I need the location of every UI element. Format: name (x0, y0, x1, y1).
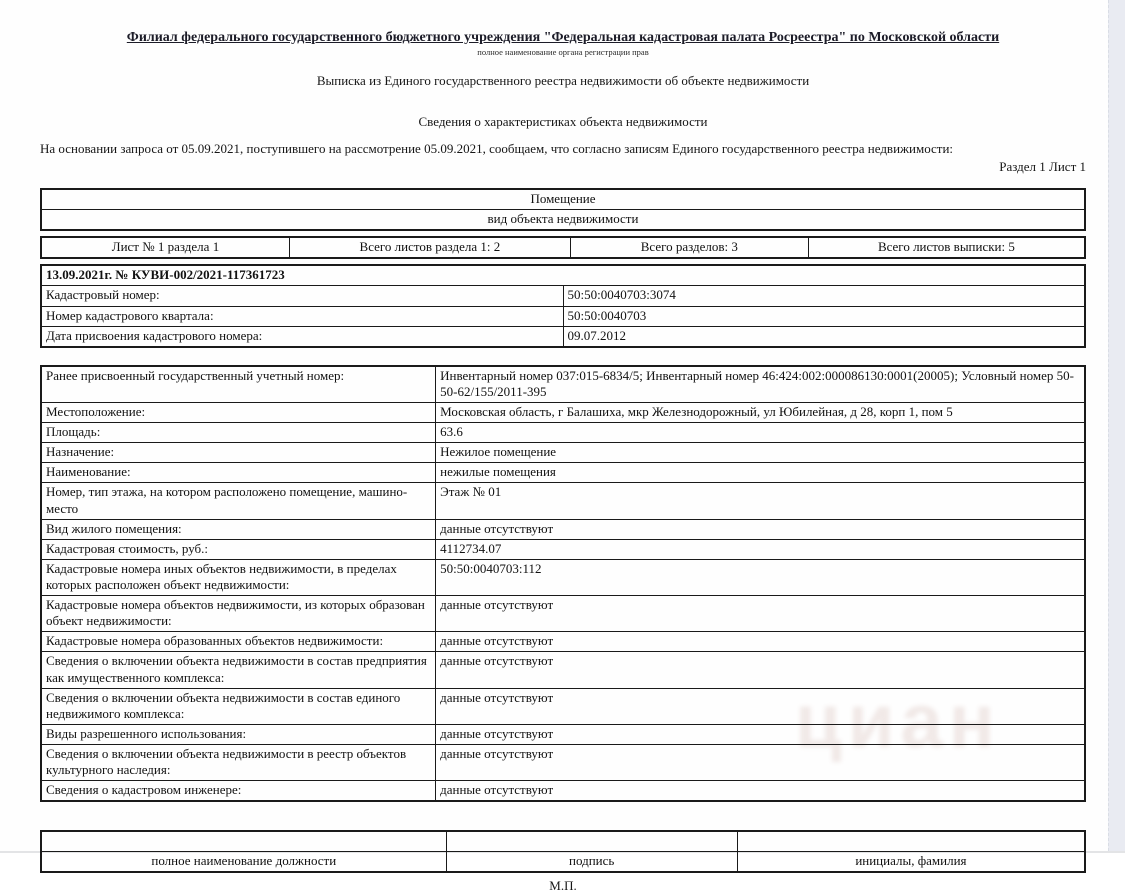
initials-caption: инициалы, фамилия (737, 851, 1085, 872)
site-watermark: циан (795, 679, 1001, 764)
row-value: Нежилое помещение (436, 443, 1085, 463)
table-row (41, 559, 1085, 595)
row-label: Номер, тип этажа, на котором расположено помещение, машино-место (41, 483, 436, 519)
row-value: 4112734.07 (436, 539, 1085, 559)
row-label: Кадастровые номера объектов недвижимости, из которых образован объект недвижимости: (41, 596, 436, 632)
row-value: данные отсутствуют (436, 781, 1085, 802)
table-row (41, 688, 1085, 724)
row-label: Наименование: (41, 463, 436, 483)
document-content (40, 0, 1086, 894)
org-name-caption: полное наименование органа регистрации прав (477, 47, 649, 57)
row-value: 09.07.2012 (563, 326, 1085, 347)
row-value: 50:50:0040703 (563, 306, 1085, 326)
table-row (41, 519, 1085, 539)
row-label: Ранее присвоенный государственный учетный номер: (41, 366, 436, 403)
total-sections-cell: Всего разделов: 3 (570, 237, 808, 258)
row-value: 50:50:0040703:112 (436, 559, 1085, 595)
row-value: Инвентарный номер 037:015-6834/5; Инвентарный номер 46:424:002:000086130:0001(20005); Условный номер 50-50-62/155/2011-395 (436, 366, 1085, 403)
row-label: Вид жилого помещения: (41, 519, 436, 539)
row-label: Дата присвоения кадастрового номера: (41, 326, 563, 347)
table-row (41, 463, 1085, 483)
row-value: данные отсутствуют (436, 652, 1085, 688)
signature-blank-row (41, 831, 1085, 851)
row-label: Площадь: (41, 423, 436, 443)
signature-caption-row (41, 851, 1085, 872)
table-row (41, 402, 1085, 422)
row-value: данные отсутствуют (436, 632, 1085, 652)
table-row (41, 423, 1085, 443)
row-value: данные отсутствуют (436, 596, 1085, 632)
row-label: Сведения о включении объекта недвижимости в состав предприятия как имущественного комплекса: (41, 652, 436, 688)
position-signature-space (41, 831, 446, 851)
stamp-place-label: М.П. (549, 877, 577, 893)
signature-caption: подпись (446, 851, 737, 872)
document-title: Выписка из Единого государственного реестра недвижимости об объекте недвижимости (316, 73, 810, 88)
row-value: данные отсутствуют (436, 688, 1085, 724)
sheets-summary-table (40, 236, 1086, 259)
table-row (41, 286, 1085, 306)
position-caption: полное наименование должности (41, 851, 446, 872)
viewer-edge-strip (1108, 0, 1125, 851)
table-row (41, 237, 1085, 258)
table-row (41, 443, 1085, 463)
table-row (41, 326, 1085, 347)
object-type-value: Помещение (41, 189, 1085, 210)
row-value: 50:50:0040703:3074 (563, 286, 1085, 306)
table-row (41, 210, 1085, 231)
row-label: Назначение: (41, 443, 436, 463)
row-value: 63.6 (436, 423, 1085, 443)
signature-space (446, 831, 737, 851)
table-row (41, 189, 1085, 210)
row-label: Сведения о включении объекта недвижимости в реестр объектов культурного наследия: (41, 744, 436, 780)
row-value: нежилые помещения (436, 463, 1085, 483)
table-row (41, 724, 1085, 744)
row-label: Номер кадастрового квартала: (41, 306, 563, 326)
section-title: Сведения о характеристиках объекта недвижимости (418, 114, 708, 129)
row-label: Местоположение: (41, 402, 436, 422)
object-type-table (40, 188, 1086, 231)
row-value: данные отсутствуют (436, 724, 1085, 744)
table-row (41, 781, 1085, 802)
name-signature-space (737, 831, 1085, 851)
table-row (41, 265, 1085, 286)
total-sheets-section-cell: Всего листов раздела 1: 2 (289, 237, 570, 258)
table-row (41, 539, 1085, 559)
table-row (41, 306, 1085, 326)
row-value: Этаж № 01 (436, 483, 1085, 519)
registry-numbers-table (40, 264, 1086, 347)
table-row (41, 483, 1085, 519)
signature-table (40, 830, 1086, 873)
row-label: Кадастровый номер: (41, 286, 563, 306)
table-row (41, 366, 1085, 403)
org-name-heading: Филиал федерального государственного бюджетного учреждения "Федеральная кадастровая палата Росреестра" по Московской области (126, 30, 1000, 45)
row-value: данные отсутствуют (436, 519, 1085, 539)
row-label: Кадастровые номера иных объектов недвижимости, в пределах которых расположен объект недвижимости: (41, 559, 436, 595)
total-sheets-extract-cell: Всего листов выписки: 5 (808, 237, 1085, 258)
table-row (41, 652, 1085, 688)
row-label: Сведения о включении объекта недвижимости в состав единого недвижимого комплекса: (41, 688, 436, 724)
table-row (41, 596, 1085, 632)
section-sheet-label: Раздел 1 Лист 1 (999, 159, 1086, 174)
row-label: Сведения о кадастровом инженере: (41, 781, 436, 802)
object-type-caption: вид объекта недвижимости (41, 210, 1085, 231)
object-details-table (40, 365, 1086, 803)
request-basis-line: На основании запроса от 05.09.2021, поступившего на рассмотрение 05.09.2021, сообщаем, что согласно записям Единого государственного реестра недвижимости: (40, 141, 954, 156)
table-row (41, 744, 1085, 780)
row-value: Московская область, г Балашиха, мкр Железнодорожный, ул Юбилейная, д 28, корп 1, пом 5 (436, 402, 1085, 422)
row-label: Виды разрешенного использования: (41, 724, 436, 744)
sheet-number-cell: Лист № 1 раздела 1 (41, 237, 289, 258)
table-row (41, 632, 1085, 652)
row-label: Кадастровые номера образованных объектов недвижимости: (41, 632, 436, 652)
row-value: данные отсутствуют (436, 744, 1085, 780)
request-number-cell: 13.09.2021г. № КУВИ-002/2021-117361723 (41, 265, 1085, 286)
row-label: Кадастровая стоимость, руб.: (41, 539, 436, 559)
